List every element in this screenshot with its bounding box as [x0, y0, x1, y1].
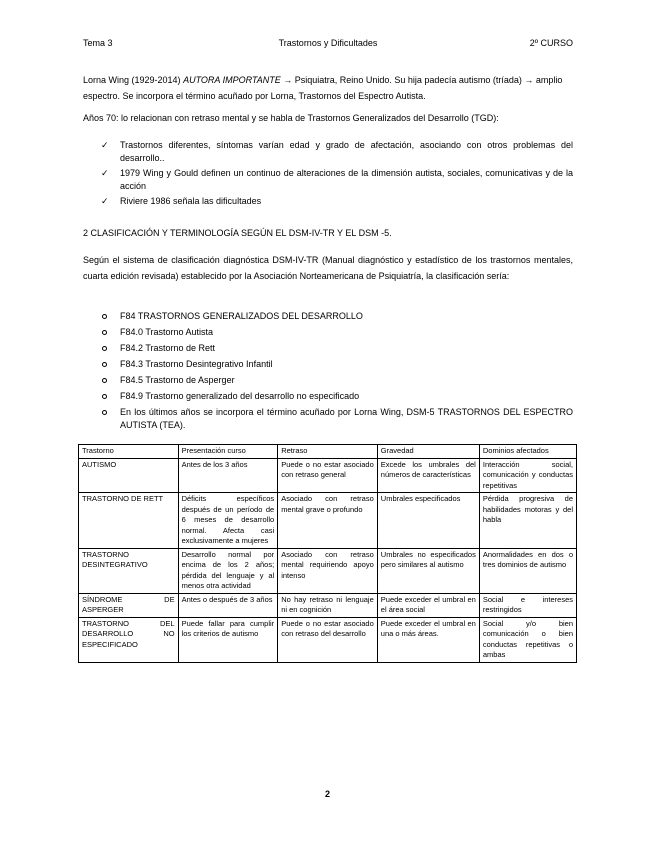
code-item: F84.5 Trastorno de Asperger — [100, 374, 573, 387]
code-item: F84.2 Trastorno de Rett — [100, 342, 573, 355]
checklist-item: ✓ Riviere 1986 señala las dificultades — [101, 196, 262, 206]
table-header-cell: Retraso — [278, 445, 378, 459]
table-cell: Puede o no estar asociado con retraso general — [278, 458, 378, 493]
table-cell: Antes de los 3 años — [178, 458, 278, 493]
header-title: Trastornos y Dificultades — [278, 38, 378, 48]
code-item: F84.0 Trastorno Autista — [100, 326, 573, 339]
classification-paragraph: Según el sistema de clasificación diagnóstica DSM-IV-TR (Manual diagnóstico y estadístico de los trastornos mentales, cuarta edición revisada) establecido por la Asociación Norteamericana de Psiquiatría, la clasificación sería: — [83, 255, 573, 281]
bullet-circle-icon — [102, 378, 107, 383]
intro-paragraph — [83, 72, 573, 104]
table-header-cell: Dominios afectados — [479, 445, 576, 459]
code-item: F84.9 Trastorno generalizado del desarrollo no especificado — [100, 390, 573, 403]
intro-text-a: → Psiquiatra, Reino Unido. Su hija padecía autismo (tríada) — [283, 75, 522, 85]
bullet-circle-icon — [102, 394, 107, 399]
header-course: 2º CURSO — [529, 38, 573, 48]
table-cell: Anormalidades en dos o tres dominios de autismo — [479, 548, 576, 593]
table-cell: Puede o no estar asociado con retraso del desarrollo — [278, 617, 378, 662]
table-cell: Antes o después de 3 años — [178, 593, 278, 617]
seventies-paragraph: Años 70: lo relacionan con retraso mental y se habla de Trastornos Generalizados del Desarrollo (TGD): — [83, 113, 499, 123]
table-cell: Asociado con retraso mental requiriendo apoyo intenso — [278, 548, 378, 593]
table-cell: Puede exceder el umbral en una o más áreas. — [377, 617, 479, 662]
page-number: 2 — [324, 789, 330, 799]
table-cell: Umbrales especificados — [377, 493, 479, 549]
checklist-item: ✓ Trastornos diferentes, síntomas varían edad y grado de afectación, asociando con otros problemas del desarrollo.. — [101, 140, 573, 163]
table-cell: SÍNDROME DE ASPERGER — [79, 593, 179, 617]
check-icon: ✓ — [101, 168, 109, 178]
bullet-circle-icon — [102, 346, 107, 351]
table-cell: TRASTORNO DESINTEGRATIVO — [79, 548, 179, 593]
table-row — [79, 493, 577, 549]
table-row — [79, 593, 577, 617]
table-header-cell: Trastorno — [79, 445, 179, 459]
code-item: F84 TRASTORNOS GENERALIZADOS DEL DESARROLLO — [100, 310, 573, 323]
table-cell: Excede los umbrales del números de características — [377, 458, 479, 493]
section-heading: 2 CLASIFICACIÓN Y TERMINOLOGÍA SEGÚN EL DSM-IV-TR Y EL DSM -5. — [83, 228, 392, 238]
bullet-circle-icon — [102, 330, 107, 335]
table-cell: TRASTORNO DEL DESARROLLO NO ESPECIFICADO — [79, 617, 179, 662]
code-item: En los últimos años se incorpora el término acuñado por Lorna Wing, DSM-5 TRASTORNOS DEL ESPECTRO AUTISTA (TEA). — [100, 406, 573, 432]
header-topic: Tema 3 — [83, 38, 113, 48]
checklist — [100, 139, 573, 211]
comparison-table — [78, 444, 577, 663]
bullet-circle-icon — [102, 314, 107, 319]
table-cell: Interacción social, comunicación y conductas repetitivas — [479, 458, 576, 493]
table-row — [79, 617, 577, 662]
bullet-circle-icon — [102, 362, 107, 367]
table-cell: AUTISMO — [79, 458, 179, 493]
table-cell: Puede exceder el umbral en el área social — [377, 593, 479, 617]
check-icon: ✓ — [101, 140, 109, 150]
table-cell: Asociado con retraso mental grave o profundo — [278, 493, 378, 549]
table-cell: Social y/o bien comunicación o bien conductas repetitivas o ambas — [479, 617, 576, 662]
table-cell: Umbrales no especificados pero similares al autismo — [377, 548, 479, 593]
bullet-circle-icon — [102, 410, 107, 415]
table-cell: Déficits específicos después de un período de 6 meses de desarrollo normal. Afecta casi exclusivamente a mujeres — [178, 493, 278, 549]
table-row — [79, 458, 577, 493]
table-cell: Puede fallar para cumplir los criterios de autismo — [178, 617, 278, 662]
table-row — [79, 548, 577, 593]
author-note: AUTORA IMPORTANTE — [183, 75, 281, 85]
page-header — [83, 38, 573, 50]
author-name: Lorna Wing (1929-2014) — [83, 75, 181, 85]
code-item: F84.3 Trastorno Desintegrativo Infantil — [100, 358, 573, 371]
code-list — [100, 310, 573, 435]
table-cell: TRASTORNO DE RETT — [79, 493, 179, 549]
table-cell: No hay retraso ni lenguaje ni en cognición — [278, 593, 378, 617]
table-cell: Desarrollo normal por encima de los 2 años; pérdida del lenguaje y al menos otra actividad — [178, 548, 278, 593]
check-icon: ✓ — [101, 196, 109, 206]
table-cell: Pérdida progresiva de habilidades motoras y del habla — [479, 493, 576, 549]
table-header-row — [79, 445, 577, 459]
checklist-item: ✓ 1979 Wing y Gould definen un continuo de alteraciones de la dimensión autista, sociales, comunicativas y de la acción — [101, 168, 573, 191]
table-header-cell: Gravedad — [377, 445, 479, 459]
table-cell: Social e intereses restringidos — [479, 593, 576, 617]
table-header-cell: Presentación curso — [178, 445, 278, 459]
intro-text-b: → amplio espectro. Se incorpora el término acuñado por Lorna, Trastornos del Espectro Autista. — [83, 75, 563, 101]
